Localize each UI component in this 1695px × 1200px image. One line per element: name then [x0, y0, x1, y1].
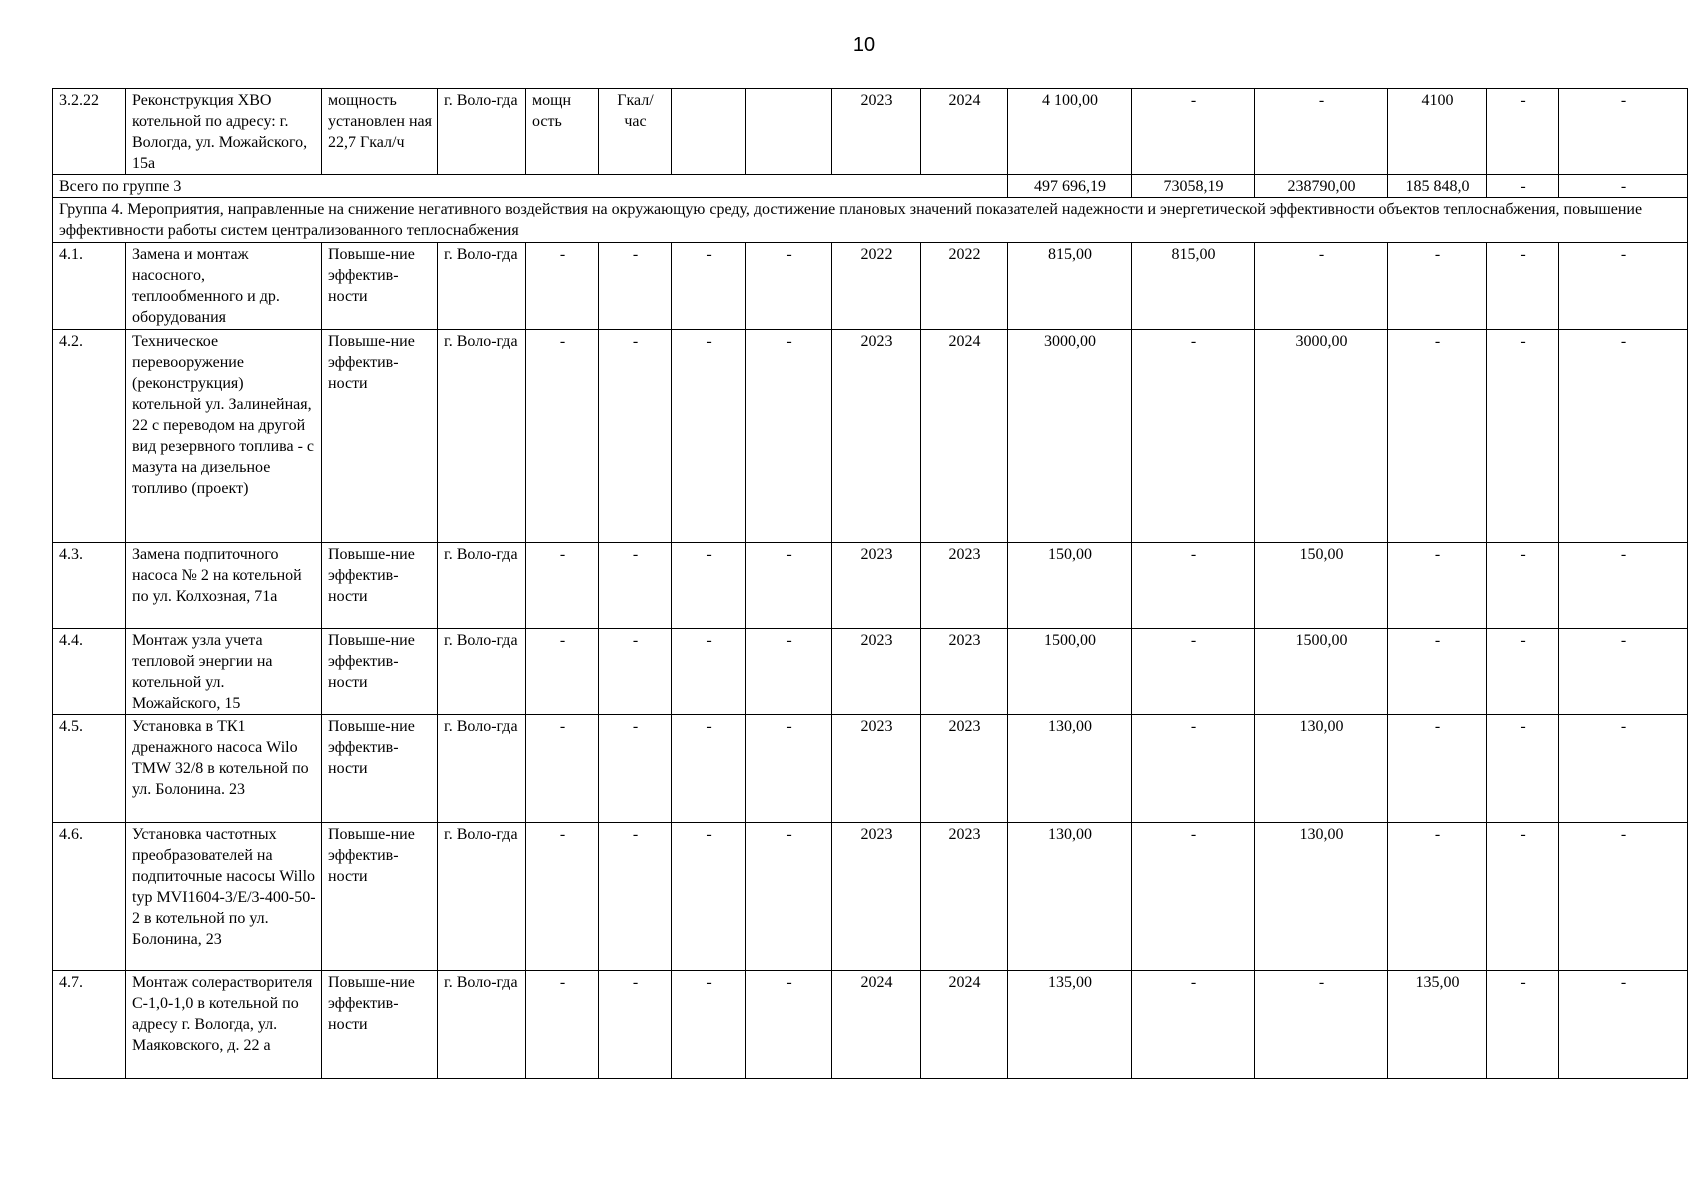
row-cell-8: - — [746, 543, 832, 629]
group-total-row — [53, 175, 1688, 198]
row-year-2: - — [1255, 89, 1388, 175]
row-purpose: Повыше-ние эффектив-ности — [322, 543, 438, 629]
row-location: г. Воло-гда — [438, 971, 526, 1079]
row-purpose: Повыше-ние эффектив-ности — [322, 971, 438, 1079]
row-year-4: - — [1487, 715, 1559, 823]
row-year-1: - — [1132, 971, 1255, 1079]
group-header-row — [53, 198, 1688, 243]
row-total: 130,00 — [1008, 715, 1132, 823]
row-cell-8: - — [746, 629, 832, 715]
row-total: 3000,00 — [1008, 330, 1132, 543]
row-purpose: мощность установлен ная 22,7 Гкал/ч — [322, 89, 438, 175]
row-year-1: - — [1132, 89, 1255, 175]
row-name: Замена и монтаж насосного, теплообменного и др. оборудования — [126, 243, 322, 330]
row-cell-7: - — [672, 243, 746, 330]
table-row — [53, 971, 1688, 1079]
row-number: 4.3. — [53, 543, 126, 629]
row-start-year: 2024 — [832, 971, 921, 1079]
row-total: 135,00 — [1008, 971, 1132, 1079]
row-cell-6: - — [599, 823, 672, 971]
row-year-3: - — [1388, 715, 1487, 823]
table-row — [53, 823, 1688, 971]
group-total-year-1: 73058,19 — [1132, 175, 1255, 198]
row-cell-5: - — [526, 715, 599, 823]
row-start-year: 2023 — [832, 330, 921, 543]
row-location: г. Воло-гда — [438, 543, 526, 629]
row-year-1: - — [1132, 823, 1255, 971]
row-year-3: - — [1388, 330, 1487, 543]
row-cell-6: - — [599, 971, 672, 1079]
row-purpose: Повыше-ние эффектив-ности — [322, 243, 438, 330]
group-total-year-5: - — [1559, 175, 1688, 198]
row-unit: Гкал/ час — [599, 89, 672, 175]
row-purpose: Повыше-ние эффектив-ности — [322, 823, 438, 971]
row-total: 815,00 — [1008, 243, 1132, 330]
row-cell-6: - — [599, 330, 672, 543]
row-end-year: 2023 — [921, 543, 1008, 629]
row-location: г. Воло-гда — [438, 823, 526, 971]
row-cell-5: - — [526, 543, 599, 629]
row-cell-7: - — [672, 330, 746, 543]
row-number: 4.1. — [53, 243, 126, 330]
row-name: Техническое перевооружение (реконструкция) котельной ул. Залинейная, 22 с переводом на другой вид резервного топлива - с мазута на дизельное топливо (проект) — [126, 330, 322, 543]
row-end-year: 2023 — [921, 715, 1008, 823]
row-number: 4.6. — [53, 823, 126, 971]
row-number: 4.2. — [53, 330, 126, 543]
group-total-sum: 497 696,19 — [1008, 175, 1132, 198]
row-start-year: 2022 — [832, 243, 921, 330]
row-cell-8: - — [746, 823, 832, 971]
row-purpose: Повыше-ние эффектив-ности — [322, 715, 438, 823]
row-purpose: Повыше-ние эффектив-ности — [322, 330, 438, 543]
row-name: Замена подпиточного насоса № 2 на котельной по ул. Колхозная, 71а — [126, 543, 322, 629]
row-end-year: 2023 — [921, 629, 1008, 715]
row-number: 4.4. — [53, 629, 126, 715]
table-body — [53, 89, 1688, 1079]
row-end-year: 2022 — [921, 243, 1008, 330]
row-year-5: - — [1559, 89, 1688, 175]
row-year-2: 130,00 — [1255, 715, 1388, 823]
row-name: Установка в ТК1 дренажного насоса Wilo TMW 32/8 в котельной по ул. Болонина. 23 — [126, 715, 322, 823]
row-start-year: 2023 — [832, 629, 921, 715]
row-total: 1500,00 — [1008, 629, 1132, 715]
row-year-2: 150,00 — [1255, 543, 1388, 629]
row-year-5: - — [1559, 629, 1688, 715]
row-number: 3.2.22 — [53, 89, 126, 175]
row-year-5: - — [1559, 543, 1688, 629]
row-cell-6: - — [599, 715, 672, 823]
row-year-3: - — [1388, 543, 1487, 629]
row-year-5: - — [1559, 715, 1688, 823]
row-start-year: 2023 — [832, 89, 921, 175]
row-end-year: 2023 — [921, 823, 1008, 971]
row-year-1: - — [1132, 629, 1255, 715]
row-cell-8: - — [746, 243, 832, 330]
row-year-5: - — [1559, 243, 1688, 330]
row-cell-7: - — [672, 971, 746, 1079]
row-name: Реконструкция ХВО котельной по адресу: г. Вологда, ул. Можайского, 15а — [126, 89, 322, 175]
group-total-year-3: 185 848,0 — [1388, 175, 1487, 198]
row-year-5: - — [1559, 330, 1688, 543]
row-end-year: 2024 — [921, 89, 1008, 175]
row-end-year: 2024 — [921, 971, 1008, 1079]
row-cell-6: - — [599, 243, 672, 330]
table-row — [53, 715, 1688, 823]
row-cell-8 — [746, 89, 832, 175]
investment-program-table — [52, 88, 1688, 1079]
row-year-3: - — [1388, 823, 1487, 971]
row-year-4: - — [1487, 971, 1559, 1079]
row-start-year: 2023 — [832, 715, 921, 823]
row-cell-5: - — [526, 823, 599, 971]
row-name: Установка частотных преобразователей на подпиточные насосы Willo typ MVI1604-3/E/3-400-50-2 в котельной по ул. Болонина, 23 — [126, 823, 322, 971]
row-cell-5: - — [526, 971, 599, 1079]
row-cell-7: - — [672, 715, 746, 823]
row-year-3: 4100 — [1388, 89, 1487, 175]
row-year-3: - — [1388, 243, 1487, 330]
row-year-4: - — [1487, 823, 1559, 971]
table-row — [53, 543, 1688, 629]
row-year-4: - — [1487, 543, 1559, 629]
row-location: г. Воло-гда — [438, 243, 526, 330]
row-year-5: - — [1559, 971, 1688, 1079]
table-row — [53, 330, 1688, 543]
row-cell-7: - — [672, 629, 746, 715]
row-year-3: 135,00 — [1388, 971, 1487, 1079]
row-year-4: - — [1487, 330, 1559, 543]
row-location: г. Воло-гда — [438, 629, 526, 715]
table-row — [53, 89, 1688, 175]
row-year-5: - — [1559, 823, 1688, 971]
row-cell-5: - — [526, 243, 599, 330]
row-end-year: 2024 — [921, 330, 1008, 543]
row-name: Монтаж солерастворителя С-1,0-1,0 в котельной по адресу г. Вологда, ул. Маяковского, д. 22 а — [126, 971, 322, 1079]
row-year-1: - — [1132, 715, 1255, 823]
row-total: 130,00 — [1008, 823, 1132, 971]
row-year-1: - — [1132, 543, 1255, 629]
row-cell-8: - — [746, 971, 832, 1079]
row-purpose: Повыше-ние эффектив-ности — [322, 629, 438, 715]
row-cell-6: - — [599, 543, 672, 629]
row-total: 4 100,00 — [1008, 89, 1132, 175]
row-name: Монтаж узла учета тепловой энергии на котельной ул. Можайского, 15 — [126, 629, 322, 715]
row-location: г. Воло-гда — [438, 330, 526, 543]
page-number: 10 — [852, 34, 876, 56]
row-year-3: - — [1388, 629, 1487, 715]
group-total-year-4: - — [1487, 175, 1559, 198]
row-param: мощн ость — [526, 89, 599, 175]
table-row — [53, 243, 1688, 330]
row-total: 150,00 — [1008, 543, 1132, 629]
group-4-header: Группа 4. Мероприятия, направленные на снижение негативного воздействия на окружающую среду, достижение плановых значений показателей надежности и энергетической эффективности объектов теплоснабжения, повышение эффективности работы систем централизованного теплоснабжения — [53, 198, 1688, 243]
row-cell-7 — [672, 89, 746, 175]
row-number: 4.7. — [53, 971, 126, 1079]
row-cell-8: - — [746, 715, 832, 823]
row-year-2: 130,00 — [1255, 823, 1388, 971]
row-year-1: 815,00 — [1132, 243, 1255, 330]
row-location: г. Воло-гда — [438, 89, 526, 175]
row-cell-8: - — [746, 330, 832, 543]
row-cell-7: - — [672, 543, 746, 629]
row-start-year: 2023 — [832, 543, 921, 629]
row-year-2: 1500,00 — [1255, 629, 1388, 715]
row-year-1: - — [1132, 330, 1255, 543]
row-cell-5: - — [526, 330, 599, 543]
row-cell-6: - — [599, 629, 672, 715]
row-year-2: - — [1255, 971, 1388, 1079]
group-total-label: Всего по группе 3 — [53, 175, 1008, 198]
row-year-4: - — [1487, 243, 1559, 330]
row-cell-5: - — [526, 629, 599, 715]
row-year-2: - — [1255, 243, 1388, 330]
group-total-year-2: 238790,00 — [1255, 175, 1388, 198]
row-year-4: - — [1487, 629, 1559, 715]
row-start-year: 2023 — [832, 823, 921, 971]
table-row — [53, 629, 1688, 715]
row-year-4: - — [1487, 89, 1559, 175]
row-number: 4.5. — [53, 715, 126, 823]
row-year-2: 3000,00 — [1255, 330, 1388, 543]
row-location: г. Воло-гда — [438, 715, 526, 823]
row-cell-7: - — [672, 823, 746, 971]
